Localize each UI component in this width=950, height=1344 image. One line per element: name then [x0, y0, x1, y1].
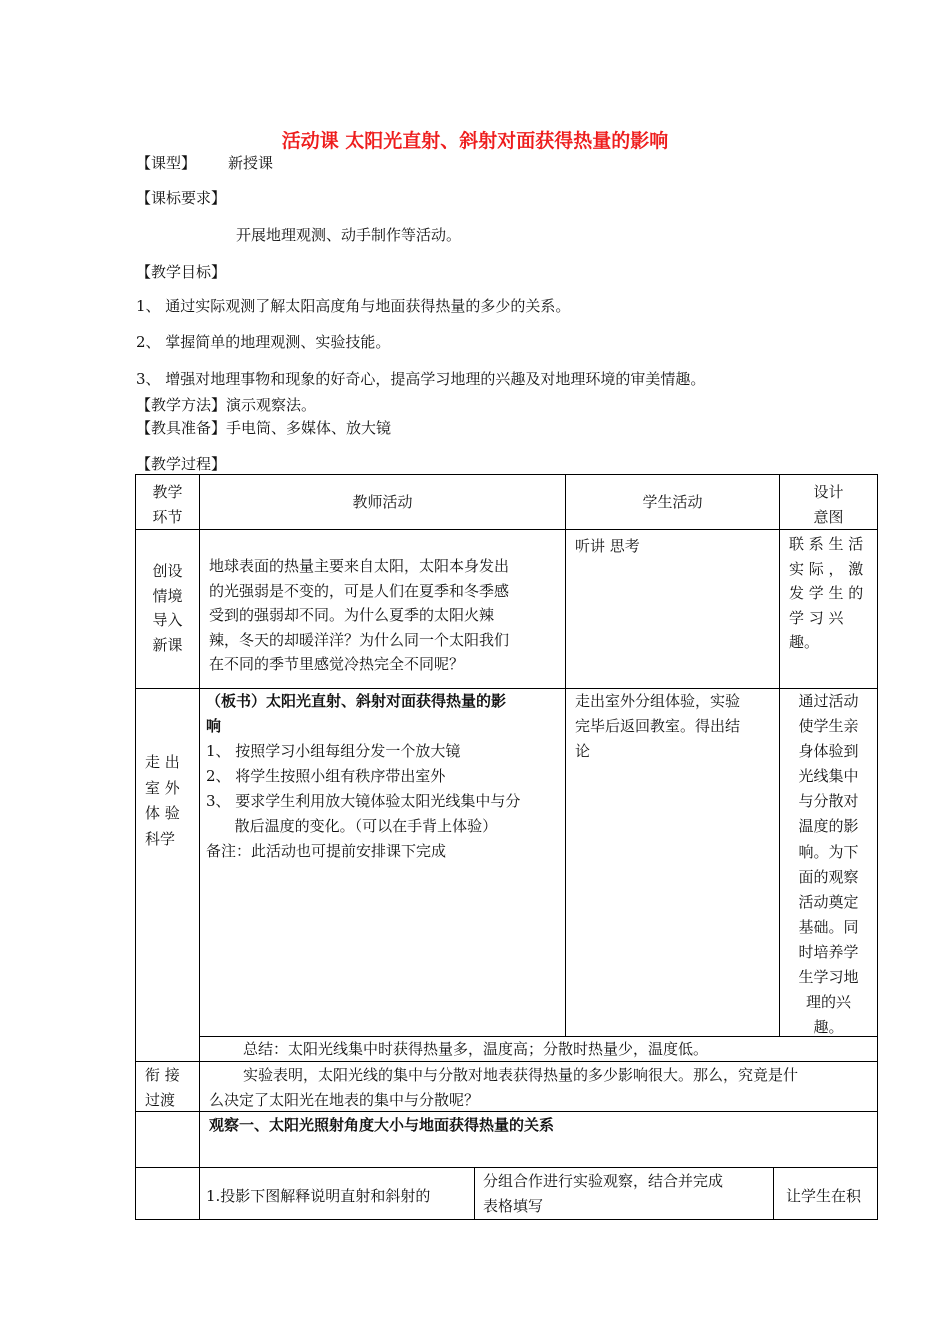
row1-teacher: 地球表面的热量主要来自太阳，太阳本身发出 的光强弱是不变的，可是人们在夏季和冬季感 受到的强弱却不同。为什么夏季的太阳火辣 辣，冬天的却暖洋洋？为什么同一个太阳我们 在不同的季节里感觉冷热完全不同呢？ [209, 557, 510, 673]
row2-stage: 走 出 室 外 体 验 科学 [145, 753, 180, 848]
course-type-label: 【课型】 [136, 154, 197, 172]
process-label: 【教学过程】 [136, 455, 227, 473]
header-intent: 设计 意图 [813, 483, 844, 526]
method-line: 【教学方法】演示观察法。 [136, 396, 317, 414]
header-teacher: 教师活动 [352, 493, 413, 511]
row3-text: 实验表明，太阳光线的集中与分散对地表获得热量的多少影响很大。那么，究竟是什 么决定了太阳光在地表的集中与分散呢？ [209, 1066, 799, 1109]
goal-1: 1、 通过实际观测了解太阳高度角与地面获得热量的多少的关系。 [136, 297, 571, 315]
standard-label: 【课标要求】 [136, 189, 227, 207]
page-title: 活动课 太阳光直射、斜射对面获得热量的影响 [281, 130, 669, 152]
header-stage: 教学 环节 [152, 483, 183, 526]
row5-teacher: 1.投影下图解释说明直射和斜射的 [206, 1187, 431, 1205]
row5-student: 分组合作进行实验观察，结合并完成 表格填写 [483, 1172, 724, 1215]
row3-stage: 衔 接 过渡 [145, 1066, 180, 1109]
standard-text: 开展地理观测、动手制作等活动。 [236, 226, 462, 244]
row2-teacher: （板书）太阳光直射、斜射对面获得热量的影 响 1、 按照学习小组每组分发一个放大镜 2、 将学生按照小组有秩序带出室外 3、 要求学生利用放大镜体验太阳光线集中与分 散后温度的变化。（可以在手背上体验） 备注：此活动也可提前安排课下完成 [206, 689, 561, 864]
header-student: 学生活动 [642, 493, 703, 511]
row5-intent: 让学生在积 [786, 1187, 862, 1205]
course-type-value: 新授课 [228, 154, 274, 172]
row1-student: 听讲 思考 [575, 537, 640, 555]
row1-intent: 联 系 生 活 实 际 ， 激 发 学 生 的 学 习 兴 趣。 [789, 535, 864, 651]
goal-3: 3、 增强对地理事物和现象的好奇心，提高学习地理的兴趣及对地理环境的审美情趣。 [136, 370, 706, 388]
row2-intent: 通过活动 使学生亲 身体验到 光线集中 与分散对 温度的影 响。为下 面的观察 活动奠定 基础。同 时培养学 生学习地 理的兴 趣。 [798, 692, 859, 1037]
tools-line: 【教具准备】手电筒、多媒体、放大镜 [136, 419, 392, 437]
observation-heading: 观察一、太阳光照射角度大小与地面获得热量的关系 [209, 1116, 555, 1134]
row1-stage: 创设 情境 导入 新课 [152, 562, 183, 654]
board-heading: （板书）太阳光直射、斜射对面获得热量的影 [206, 692, 507, 710]
goals-label: 【教学目标】 [136, 263, 227, 281]
summary-text: 总结：太阳光线集中时获得热量多，温度高；分散时热量少，温度低。 [243, 1040, 709, 1058]
goal-2: 2、 掌握简单的地理观测、实验技能。 [136, 333, 391, 351]
row2-student: 走出室外分组体验，实验 完毕后返回教室。得出结 论 [575, 692, 741, 760]
